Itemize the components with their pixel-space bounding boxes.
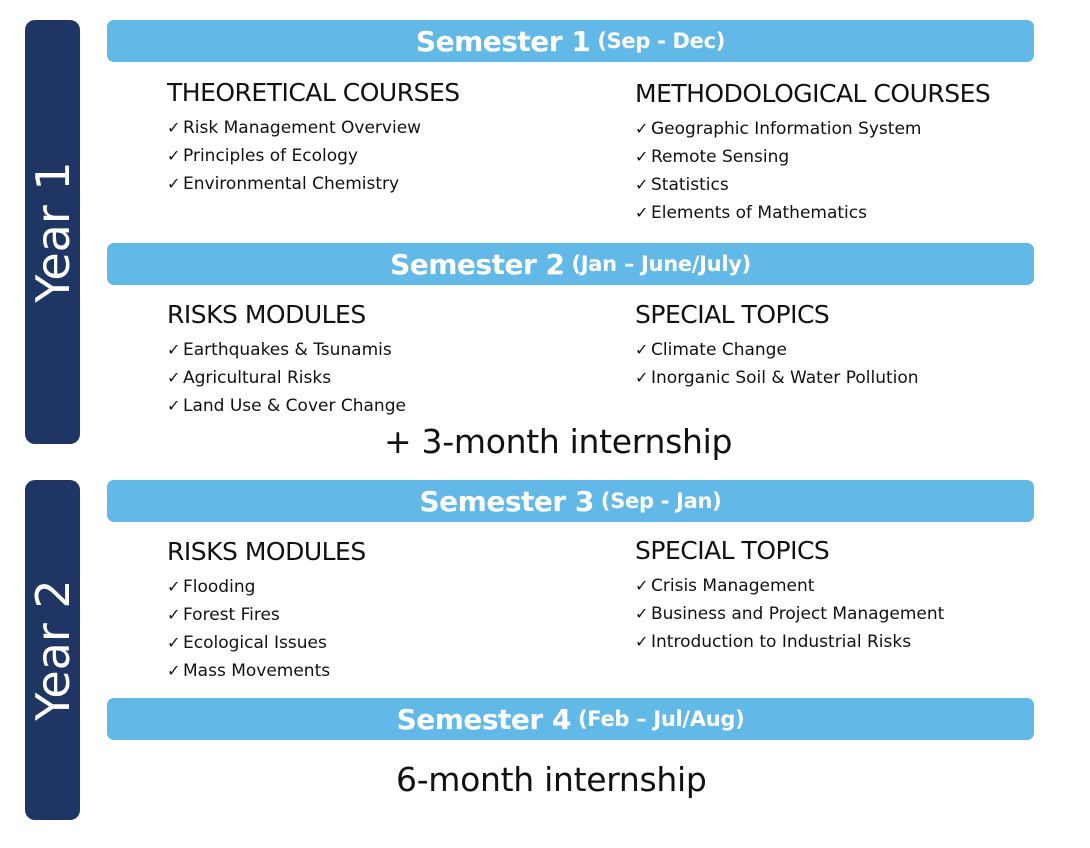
course-list <box>635 115 990 227</box>
checkmark-icon: ✓ <box>167 146 181 165</box>
internship-3-month: + 3-month internship <box>384 422 733 461</box>
course-list <box>167 573 366 685</box>
section-heading: RISKS MODULES <box>167 537 366 566</box>
course-item <box>635 199 990 227</box>
checkmark-icon: ✓ <box>167 633 181 652</box>
course-item <box>167 364 406 392</box>
course-item <box>167 170 460 198</box>
course-label: Risk Management Overview <box>183 118 422 138</box>
checkmark-icon: ✓ <box>635 147 649 166</box>
course-item <box>167 392 406 420</box>
checkmark-icon: ✓ <box>635 632 649 651</box>
semester-4-header <box>107 698 1034 740</box>
year-2-label: Year 2 <box>25 579 80 721</box>
internship-6-month: 6-month internship <box>396 760 707 799</box>
section-heading: SPECIAL TOPICS <box>635 300 830 329</box>
semester-1-right-column <box>635 79 990 227</box>
course-label: Business and Project Management <box>651 604 945 624</box>
checkmark-icon: ✓ <box>635 604 649 623</box>
semester-3-left-column <box>167 537 366 685</box>
checkmark-icon: ✓ <box>167 396 181 415</box>
semester-3-right-column <box>635 536 944 656</box>
semester-1-left-column <box>167 78 460 198</box>
semester-2-header <box>107 243 1034 285</box>
course-label: Elements of Mathematics <box>651 203 867 223</box>
course-item <box>635 336 919 364</box>
section-heading: SPECIAL TOPICS <box>635 536 830 565</box>
course-item <box>167 657 366 685</box>
checkmark-icon: ✓ <box>635 368 649 387</box>
course-label: Forest Fires <box>183 605 280 625</box>
semester-1-header <box>107 20 1034 62</box>
course-item <box>167 114 460 142</box>
course-label: Crisis Management <box>651 576 815 596</box>
checkmark-icon: ✓ <box>635 119 649 138</box>
checkmark-icon: ✓ <box>167 605 181 624</box>
year-1-bar <box>25 20 80 444</box>
semester-4-title: Semester 4 <box>396 702 571 736</box>
course-label: Earthquakes & Tsunamis <box>183 340 392 360</box>
section-heading: THEORETICAL COURSES <box>167 78 460 107</box>
semester-3-header <box>107 480 1034 522</box>
checkmark-icon: ✓ <box>167 577 181 596</box>
course-item <box>635 364 919 392</box>
semester-1-title: Semester 1 <box>415 24 591 58</box>
checkmark-icon: ✓ <box>635 340 649 359</box>
course-item <box>635 572 944 600</box>
semester-2-left-column <box>167 300 406 420</box>
course-label: Remote Sensing <box>651 147 790 167</box>
checkmark-icon: ✓ <box>635 203 649 222</box>
semester-3-dates: (Sep - Jan) <box>600 489 722 513</box>
course-list <box>635 572 944 656</box>
course-item <box>635 115 990 143</box>
course-item <box>635 628 944 656</box>
year-2-bar <box>25 480 80 820</box>
checkmark-icon: ✓ <box>167 340 181 359</box>
course-label: Climate Change <box>651 340 787 360</box>
course-item <box>635 600 944 628</box>
course-label: Environmental Chemistry <box>183 174 400 194</box>
course-label: Geographic Information System <box>651 119 922 139</box>
course-label: Ecological Issues <box>183 633 327 653</box>
semester-2-title: Semester 2 <box>390 247 565 281</box>
checkmark-icon: ✓ <box>167 174 181 193</box>
year-1-label: Year 1 <box>25 161 80 303</box>
course-item <box>635 143 990 171</box>
course-label: Agricultural Risks <box>183 368 332 388</box>
semester-4-dates: (Feb – Jul/Aug) <box>577 707 745 731</box>
course-list <box>635 336 919 392</box>
semester-2-right-column <box>635 300 919 392</box>
course-label: Land Use & Cover Change <box>183 396 406 416</box>
course-item <box>167 336 406 364</box>
semester-2-dates: (Jan – June/July) <box>571 252 751 276</box>
checkmark-icon: ✓ <box>635 576 649 595</box>
semester-1-dates: (Sep - Dec) <box>597 29 726 53</box>
course-label: Inorganic Soil & Water Pollution <box>651 368 919 388</box>
course-item <box>167 573 366 601</box>
course-label: Principles of Ecology <box>183 146 358 166</box>
course-item <box>167 142 460 170</box>
course-item <box>167 601 366 629</box>
checkmark-icon: ✓ <box>167 661 181 680</box>
section-heading: METHODOLOGICAL COURSES <box>635 79 991 108</box>
semester-3-title: Semester 3 <box>419 484 594 518</box>
section-heading: RISKS MODULES <box>167 300 366 329</box>
course-label: Introduction to Industrial Risks <box>651 632 912 652</box>
checkmark-icon: ✓ <box>635 175 649 194</box>
checkmark-icon: ✓ <box>167 368 181 387</box>
course-label: Flooding <box>183 577 256 597</box>
course-list <box>167 336 406 420</box>
course-label: Statistics <box>651 175 729 195</box>
checkmark-icon: ✓ <box>167 118 181 137</box>
course-item <box>167 629 366 657</box>
course-list <box>167 114 460 198</box>
course-label: Mass Movements <box>183 661 331 681</box>
course-item <box>635 171 990 199</box>
